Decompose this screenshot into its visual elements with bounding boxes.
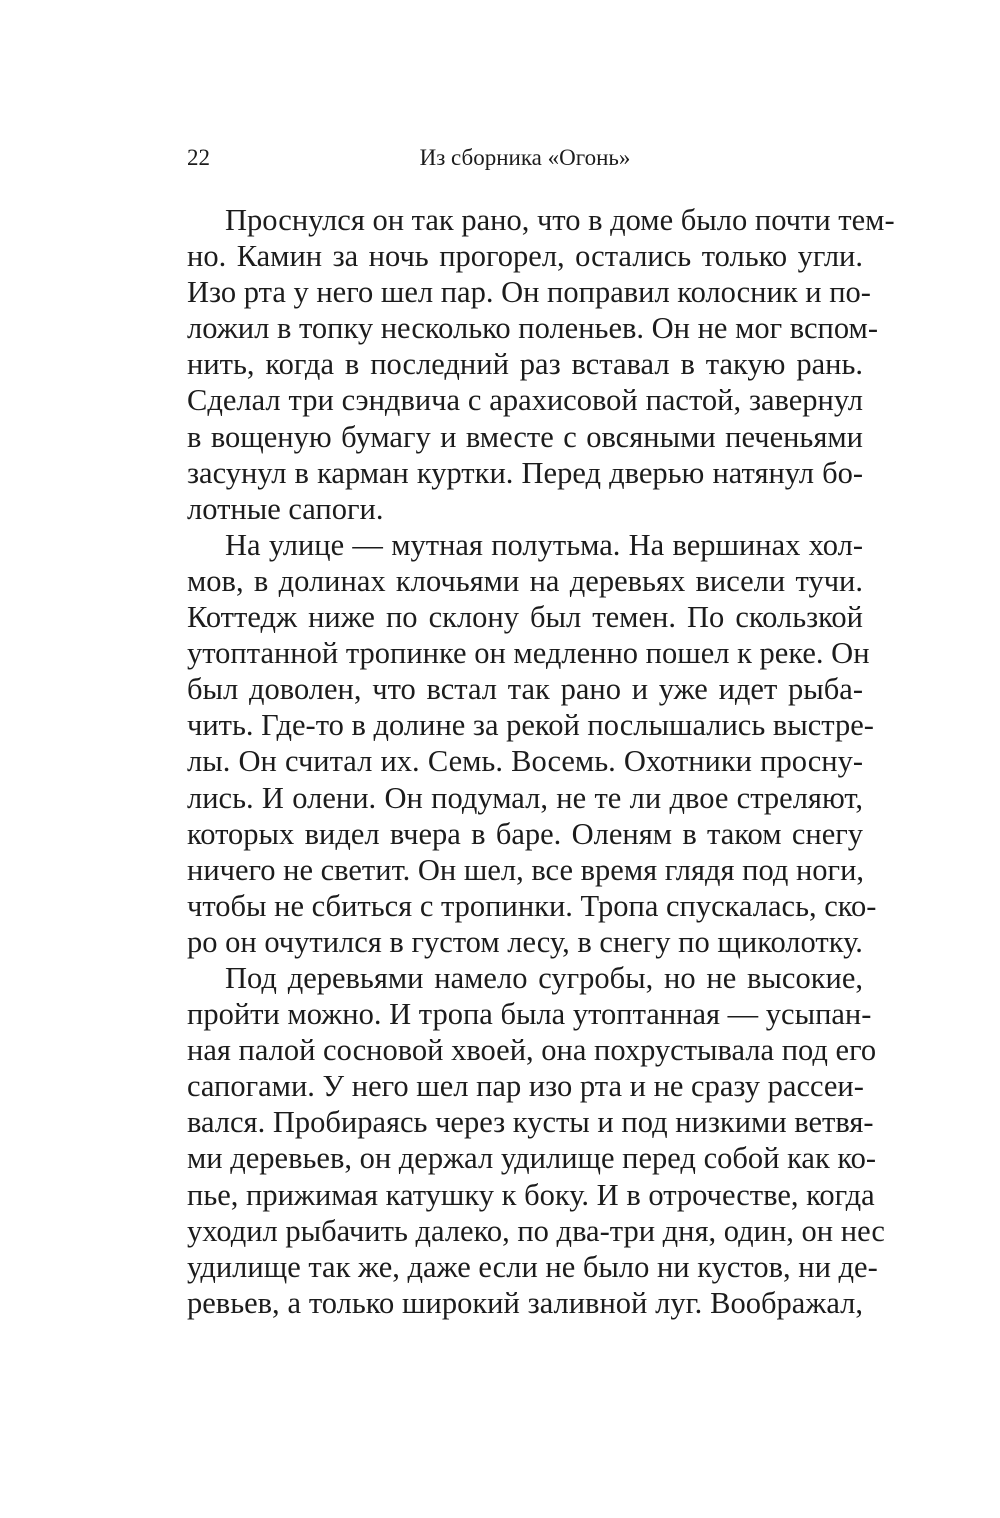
text-line: сапогами. У него шел пар изо рта и не сразу рассеи- (187, 1069, 864, 1104)
text-line: вался. Пробираясь через кусты и под низкими ветвя- (187, 1105, 874, 1140)
text-line: лотные сапоги. (187, 491, 384, 526)
text-line: уходил рыбачить далеко, по два-три дня, один, он нес (187, 1213, 885, 1248)
text-line: ная палой сосновой хвоей, она похрустывала под его (187, 1033, 877, 1068)
text-line: чтобы не сбиться с тропинки. Тропа спускалась, ско- (187, 888, 877, 923)
text-line: пье, прижимая катушку к боку. И в отрочестве, когда (187, 1177, 875, 1212)
text-line: ложил в топку несколько поленьев. Он не мог вспом- (187, 311, 878, 346)
text-line: лись. И олени. Он подумал, не те ли двое стреляют, (187, 780, 863, 815)
text-line: пройти можно. И тропа была утоптанная — усыпан- (187, 997, 872, 1032)
text-line: утоптанной тропинке он медленно пошел к реке. Он (187, 636, 870, 671)
text-line: которых видел вчера в баре. Оленям в таком снегу (187, 816, 863, 851)
body-text (187, 202, 895, 1321)
text-line: нить, когда в последний раз вставал в такую рань. (187, 347, 863, 382)
text-line: но. Камин за ночь прогорел, остались только угли. (187, 239, 863, 274)
paragraph (187, 202, 895, 527)
text-line: мов, в долинах клочьями на деревьях висели тучи. (187, 563, 863, 598)
text-line: Сделал три сэндвича с арахисовой пастой, завернул (187, 383, 863, 418)
text-line: лы. Он считал их. Семь. Восемь. Охотники просну- (187, 744, 863, 779)
text-line: Под деревьями намело сугробы, но не высокие, (225, 960, 863, 995)
text-line: был доволен, что встал так рано и уже идет рыба- (187, 672, 863, 707)
text-line: удилище так же, даже если не было ни кустов, ни де- (187, 1249, 878, 1284)
running-title: Из сборника «Огонь» (419, 145, 631, 170)
text-line: ревьев, а только широкий заливной луг. Воображал, (187, 1285, 863, 1320)
running-head (187, 140, 863, 176)
text-line: ми деревьев, он держал удилище перед собой как ко- (187, 1141, 877, 1176)
text-line: На улице — мутная полутьма. На вершинах хол- (225, 527, 863, 562)
text-line: ро он очутился в густом лесу, в снегу по щиколотку. (187, 924, 863, 959)
text-line: в вощеную бумагу и вместе с овсяными печеньями (187, 419, 863, 454)
text-line: Коттедж ниже по склону был темен. По скользкой (187, 600, 863, 635)
text-line: Изо рта у него шел пар. Он поправил колосник и по- (187, 275, 871, 310)
text-line: засунул в карман куртки. Перед дверью натянул бо- (187, 455, 863, 490)
text-line: Проснулся он так рано, что в доме было почти тем- (225, 203, 895, 237)
page-number: 22 (187, 145, 210, 170)
text-line: ничего не светит. Он шел, все время глядя под ноги, (187, 852, 865, 887)
paragraph (187, 527, 877, 960)
text-line: чить. Где-то в долине за рекой послышались выстре- (187, 708, 874, 743)
paragraph (187, 960, 885, 1321)
